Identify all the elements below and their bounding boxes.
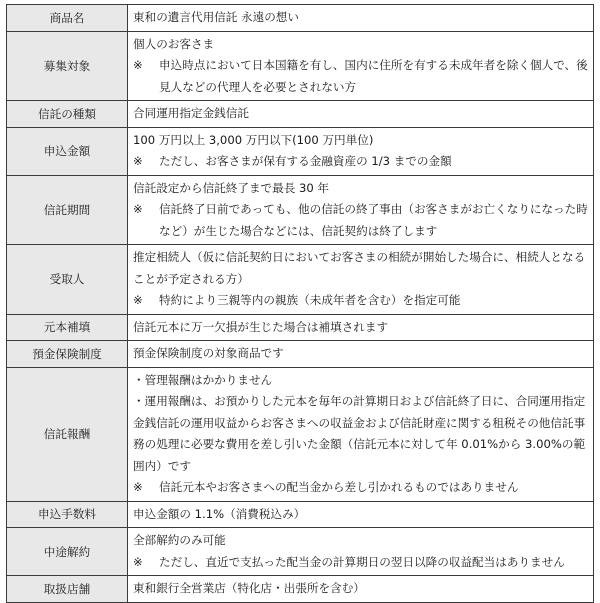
row-content [128,501,594,528]
note-line [133,290,588,312]
row-label: 預金保険制度 [7,341,128,368]
row-label: 商品名 [7,5,128,32]
row-content [128,175,594,245]
content-line: 信託設定から信託終了まで最長 30 年 [133,180,330,195]
content-line: 預金保険制度の対象商品です [133,346,284,360]
row-label: 信託報酬 [7,367,128,501]
note-line [133,55,588,98]
note-text: 申込時点において日本国籍を有し、国内に住所を有する未成年者を除く個人で、後見人などの代理人を必要とされない方 [159,58,588,94]
table-row [7,245,594,315]
content-line: 東和銀行全営業店（特化店・出張所を含む） [133,581,365,595]
row-label: 信託期間 [7,175,128,245]
row-content [128,101,594,128]
note-line [133,199,588,242]
row-content [128,528,594,576]
row-content [128,245,594,315]
note-text: ただし、直近で支払った配当金の計算期日の翌日以降の収益配当はありません [159,554,565,569]
row-label: 中途解約 [7,528,128,576]
content-line: 推定相続人（仮に信託契約日においてお客さまの相続が開始した場合に、相続人となることが予定される方） [133,250,586,286]
row-label: 受取人 [7,245,128,315]
product-spec-table [6,4,594,603]
content-line: ・管理報酬はかかりません [133,372,273,387]
row-label: 募集対象 [7,31,128,101]
row-content [128,127,594,175]
content-line: ・運用報酬は、お預かりした元本を毎年の計算期日および信託終了日に、合同運用指定金銭信託の運用収益からお客さまへの収益金および信託財産に関する租税その他信託事務の処理に必要な費用を差し引いた金額（信託元本に対して年 0.01%から 3.00%の範囲内）です [133,394,586,473]
content-line: 全部解約のみ可能 [133,533,226,547]
note-mark: ※ [133,293,143,307]
content-line: 信託元本に万一欠損が生じた場合は補填されます [133,319,389,334]
table-row [7,175,594,245]
content-line: 申込金額の 1.1%（消費税込み） [133,506,306,521]
note-mark: ※ [133,154,143,168]
note-text: 信託終了日前であっても、他の信託の終了事由（お客さまがお亡くなりになった時など）が生じた場合などには、信託契約は終了します [159,202,588,238]
row-label: 信託の種類 [7,101,128,128]
table-row [7,5,594,32]
note-text: 信託元本やお客さまへの配当金から差し引かれるものではありません [159,480,519,494]
table-row [7,31,594,101]
note-mark: ※ [133,480,143,494]
row-content [128,576,594,603]
note-text: ただし、お客さまが保有する金融資産の 1/3 までの金額 [159,154,452,168]
note-text: 特約により三親等内の親族（未成年者を含む）を指定可能 [159,293,461,307]
table-row [7,101,594,128]
note-mark: ※ [133,202,143,216]
content-line: 個人のお客さま [133,36,215,51]
row-content [128,314,594,341]
row-content [128,5,594,32]
row-content [128,367,594,501]
table-row [7,367,594,501]
product-spec-table-body [7,5,594,603]
row-content [128,31,594,101]
table-row [7,127,594,175]
row-content [128,341,594,368]
row-label: 申込手数料 [7,501,128,528]
table-row [7,528,594,576]
note-line [133,151,588,173]
note-mark: ※ [133,554,143,569]
row-label: 元本補填 [7,314,128,341]
table-row [7,341,594,368]
content-line: 100 万円以上 3,000 万円以下(100 万円単位) [133,132,374,147]
row-label: 取扱店舗 [7,576,128,603]
content-line: 合同運用指定金銭信託 [133,106,249,120]
table-row [7,314,594,341]
content-line: 東和の遺言代用信託 永遠の想い [133,10,299,24]
table-row [7,576,594,603]
row-label: 申込金額 [7,127,128,175]
table-row [7,501,594,528]
note-line [133,477,588,499]
note-mark: ※ [133,58,143,72]
